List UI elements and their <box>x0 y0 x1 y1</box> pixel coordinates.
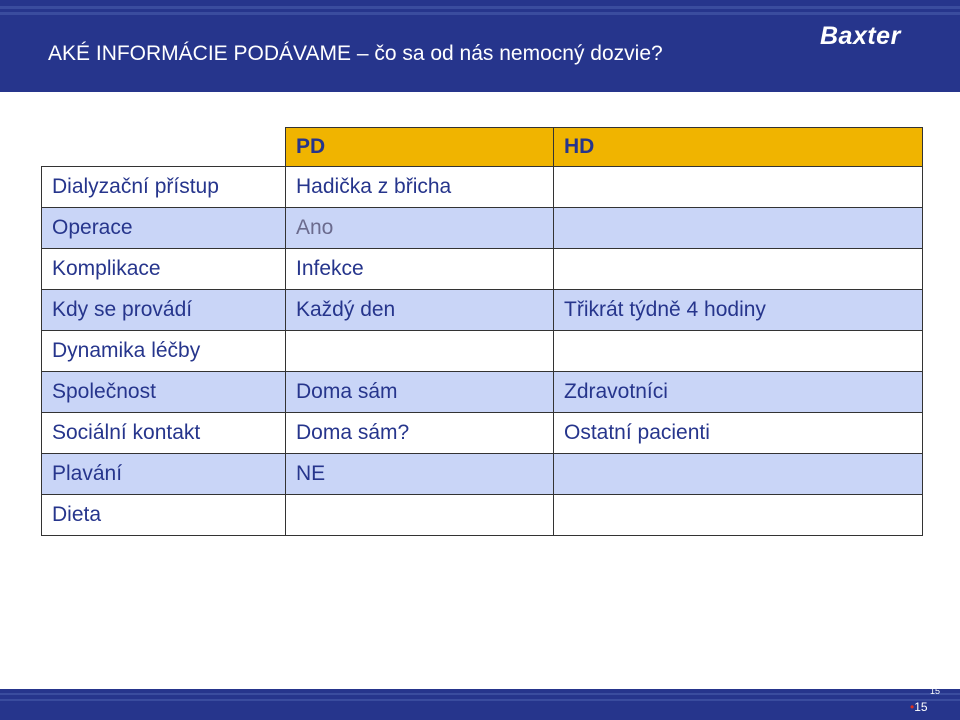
slide-header <box>0 0 960 92</box>
footer-bar <box>0 689 960 720</box>
hd-cell: Ostatní pacienti <box>554 413 923 454</box>
table-row <box>42 290 923 331</box>
hd-cell <box>554 454 923 495</box>
comparison-table <box>41 127 923 536</box>
pd-cell: Doma sám? <box>286 413 554 454</box>
pd-cell: Každý den <box>286 290 554 331</box>
table-row <box>42 208 923 249</box>
pd-cell: Ano <box>286 208 554 249</box>
row-label: Operace <box>42 208 286 249</box>
header-cell-pd: PD <box>286 128 554 167</box>
slide-title: AKÉ INFORMÁCIE PODÁVAME – čo sa od nás nemocný dozvie? <box>48 42 663 65</box>
pd-cell: Doma sám <box>286 372 554 413</box>
hd-cell: Zdravotníci <box>554 372 923 413</box>
table-row <box>42 331 923 372</box>
pd-cell <box>286 331 554 372</box>
row-label: Kdy se provádí <box>42 290 286 331</box>
table-row <box>42 372 923 413</box>
table-header-row <box>42 128 923 167</box>
hd-cell <box>554 331 923 372</box>
table-row <box>42 249 923 290</box>
page-number-text: 15 <box>914 700 928 714</box>
hd-cell <box>554 208 923 249</box>
row-label: Dialyzační přístup <box>42 167 286 208</box>
row-label: Dynamika léčby <box>42 331 286 372</box>
page-number-small: 15 <box>930 686 941 696</box>
header-cell-hd: HD <box>554 128 923 167</box>
pd-cell <box>286 495 554 536</box>
header-cell-empty <box>42 128 286 167</box>
page-number <box>910 700 928 714</box>
hd-cell <box>554 167 923 208</box>
row-label: Společnost <box>42 372 286 413</box>
table-row <box>42 454 923 495</box>
hd-cell: Třikrát týdně 4 hodiny <box>554 290 923 331</box>
pd-cell: Infekce <box>286 249 554 290</box>
table-row <box>42 413 923 454</box>
pd-cell: NE <box>286 454 554 495</box>
pd-cell: Hadička z břicha <box>286 167 554 208</box>
hd-cell <box>554 495 923 536</box>
row-label: Sociální kontakt <box>42 413 286 454</box>
row-label: Plavání <box>42 454 286 495</box>
table-row <box>42 167 923 208</box>
hd-cell <box>554 249 923 290</box>
table-row <box>42 495 923 536</box>
baxter-logo: Baxter <box>820 22 901 50</box>
bullet-dot-icon: • <box>910 700 915 714</box>
row-label: Dieta <box>42 495 286 536</box>
row-label: Komplikace <box>42 249 286 290</box>
